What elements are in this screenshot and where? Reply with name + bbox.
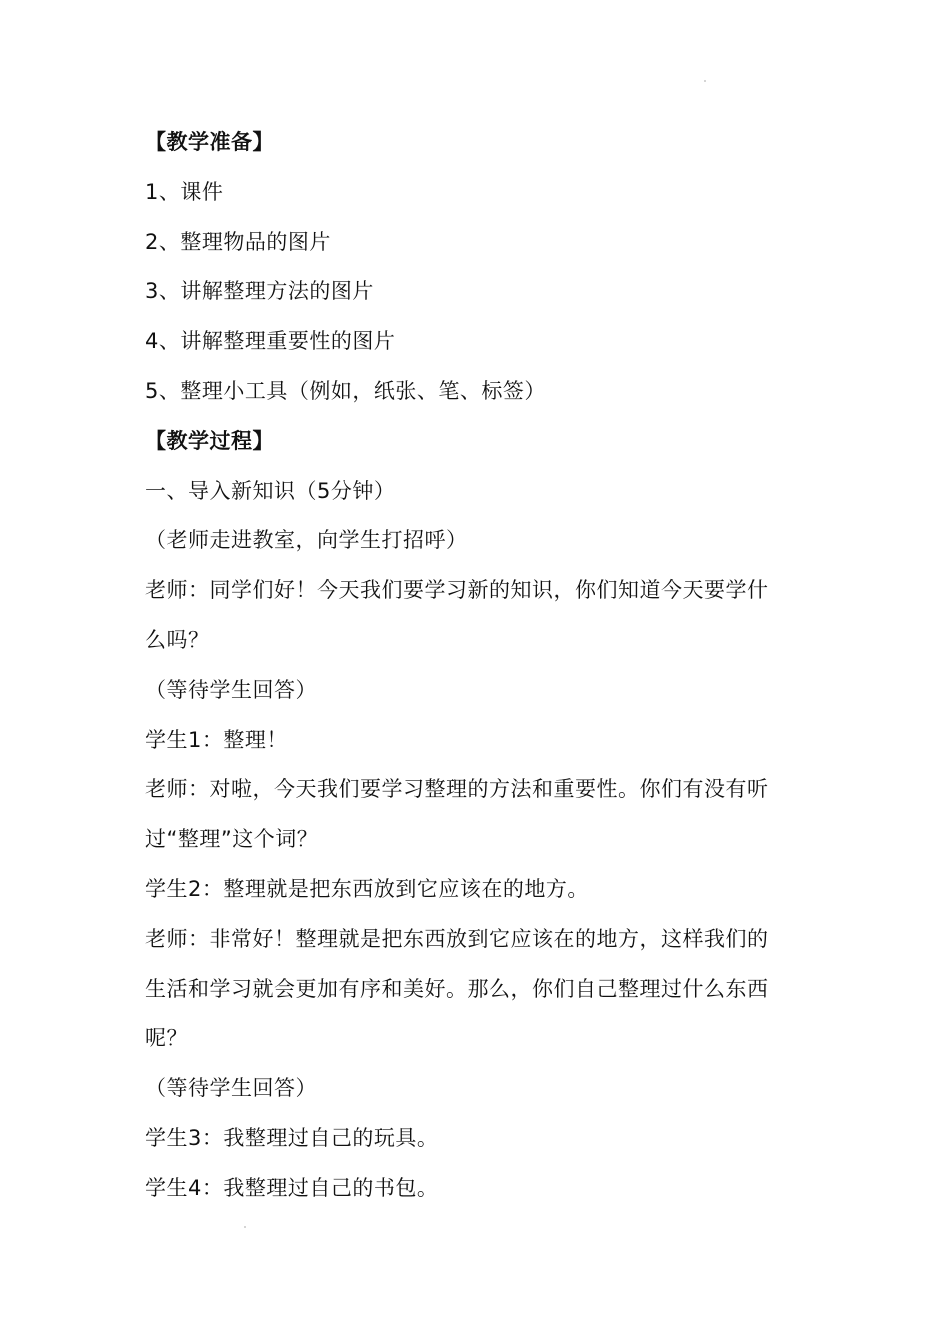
stage-direction: （老师走进教室，向学生打招呼）	[145, 528, 468, 553]
scan-speck	[704, 80, 706, 82]
dialogue-line: 老师：同学们好！今天我们要学习新的知识，你们知道今天要学什	[145, 578, 769, 603]
list-item: 1、课件	[145, 179, 224, 204]
dialogue-line: 学生3：我整理过自己的玩具。	[145, 1125, 439, 1150]
list-item: 3、讲解整理方法的图片	[145, 279, 374, 304]
dialogue-line: 呢？	[145, 1026, 188, 1051]
section-heading-process: 【教学过程】	[145, 428, 274, 453]
dialogue-line: 老师：非常好！整理就是把东西放到它应该在的地方，这样我们的	[145, 926, 769, 951]
list-item: 4、讲解整理重要性的图片	[145, 329, 396, 354]
list-item: 2、整理物品的图片	[145, 229, 331, 254]
stage-direction: （等待学生回答）	[145, 1076, 317, 1101]
dialogue-line: 学生1：整理！	[145, 727, 288, 752]
dialogue-line: 学生4：我整理过自己的书包。	[145, 1175, 439, 1200]
dialogue-line: 过“整理”这个词？	[145, 827, 319, 852]
section-heading-preparation: 【教学准备】	[145, 130, 274, 154]
dialogue-line: 生活和学习就会更加有序和美好。那么，你们自己整理过什么东西	[145, 976, 769, 1001]
stage-direction: （等待学生回答）	[145, 677, 317, 702]
list-item: 5、整理小工具（例如，纸张、笔、标签）	[145, 378, 546, 403]
dialogue-line: 学生2：整理就是把东西放到它应该在的地方。	[145, 876, 589, 901]
dialogue-line: 么吗？	[145, 627, 210, 652]
document-body	[145, 118, 810, 1214]
subsection-title: 一、导入新知识（5分钟）	[145, 478, 396, 503]
scan-speck	[244, 1226, 246, 1228]
dialogue-line: 老师：对啦，今天我们要学习整理的方法和重要性。你们有没有听	[145, 777, 769, 802]
